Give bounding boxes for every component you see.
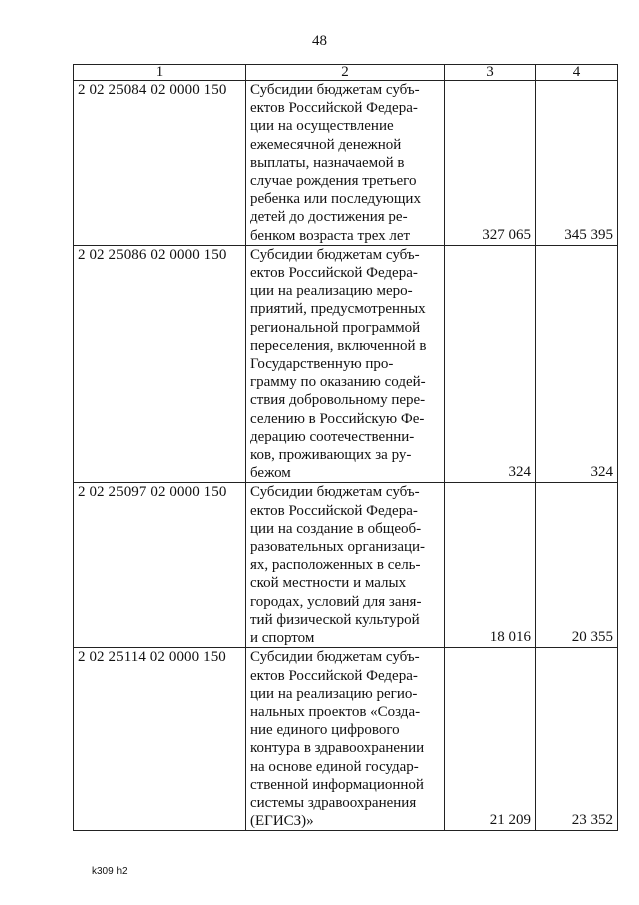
value-column-3-cell: 18 016: [445, 483, 536, 648]
description-line: ции на реализацию меро-: [250, 283, 413, 300]
table-row: [74, 648, 618, 831]
description-line: переселения, включенной в: [250, 337, 427, 354]
column-header-3: 3: [445, 65, 536, 81]
description-line: тий физической культурой: [250, 611, 420, 628]
description-line: Субсидии бюджетам субъ-: [250, 484, 420, 501]
value-column-4-cell: 20 355: [536, 483, 618, 648]
budget-code-cell: 2 02 25084 02 0000 150: [74, 81, 246, 246]
description-line: городах, условий для заня-: [250, 593, 422, 610]
description-line: системы здравоохранения: [250, 794, 417, 811]
description-line: разовательных организаци-: [250, 539, 426, 556]
table-row: [74, 245, 618, 483]
description-line: ние единого цифрового: [250, 722, 400, 739]
value-column-3-cell: 21 209: [445, 648, 536, 831]
description-line: селению в Российскую Фе-: [250, 410, 425, 427]
description-line: приятий, предусмотренных: [250, 301, 426, 318]
description-line: ектов Российской Федера-: [250, 265, 418, 282]
description-line: (ЕГИСЗ)»: [250, 813, 314, 830]
description-line: ях, расположенных в сель-: [250, 557, 421, 574]
budget-code-cell: 2 02 25114 02 0000 150: [74, 648, 246, 831]
value-column-3-cell: 327 065: [445, 81, 536, 246]
description-line: грамму по оказанию содей-: [250, 374, 426, 391]
description-line: контура в здравоохранении: [250, 740, 425, 757]
column-header-2: 2: [246, 65, 445, 81]
description-line: ции на создание в общеоб-: [250, 520, 422, 537]
table-header-row: [74, 65, 618, 81]
table-body: [74, 81, 618, 831]
description-line: ции на реализацию регио-: [250, 685, 418, 702]
description-line: выплаты, назначаемой в: [250, 154, 405, 171]
description-line: дерацию соотечественни-: [250, 428, 415, 445]
description-line: ребенка или последующих: [250, 191, 421, 208]
description-line: Субсидии бюджетам субъ-: [250, 246, 420, 263]
description-line: Субсидии бюджетам субъ-: [250, 649, 420, 666]
table-row: [74, 81, 618, 246]
description-line: ков, проживающих за ру-: [250, 447, 412, 464]
footer-code: k309 h2: [92, 866, 128, 877]
description-line: случае рождения третьего: [250, 173, 417, 190]
description-line: ской местности и малых: [250, 575, 407, 592]
description-cell: [246, 483, 445, 648]
description-line: нальных проектов «Созда-: [250, 703, 421, 720]
budget-code-cell: 2 02 25086 02 0000 150: [74, 245, 246, 483]
description-line: детей до достижения ре-: [250, 209, 408, 226]
page-number: 48: [312, 33, 327, 49]
description-cell: [246, 648, 445, 831]
description-line: Государственную про-: [250, 356, 394, 373]
value-column-4-cell: 345 395: [536, 81, 618, 246]
description-line: региональной программой: [250, 319, 421, 336]
column-header-1: 1: [74, 65, 246, 81]
budget-code-cell: 2 02 25097 02 0000 150: [74, 483, 246, 648]
description-line: ектов Российской Федера-: [250, 667, 418, 684]
description-line: на основе единой государ-: [250, 758, 419, 775]
value-column-4-cell: 324: [536, 245, 618, 483]
description-line: ствия добровольному пере-: [250, 392, 426, 409]
description-line: бежом: [250, 465, 291, 482]
description-line: ции на осуществление: [250, 118, 394, 135]
description-line: ектов Российской Федера-: [250, 502, 418, 519]
value-column-3-cell: 324: [445, 245, 536, 483]
description-line: ственной информационной: [250, 776, 424, 793]
description-line: и спортом: [250, 630, 315, 647]
column-header-4: 4: [536, 65, 618, 81]
description-cell: [246, 245, 445, 483]
value-column-4-cell: 23 352: [536, 648, 618, 831]
description-line: ектов Российской Федера-: [250, 100, 418, 117]
budget-table: [73, 64, 618, 831]
description-line: бенком возраста трех лет: [250, 227, 411, 244]
description-line: ежемесячной денежной: [250, 136, 402, 153]
description-cell: [246, 81, 445, 246]
table-row: [74, 483, 618, 648]
description-line: Субсидии бюджетам субъ-: [250, 82, 420, 98]
